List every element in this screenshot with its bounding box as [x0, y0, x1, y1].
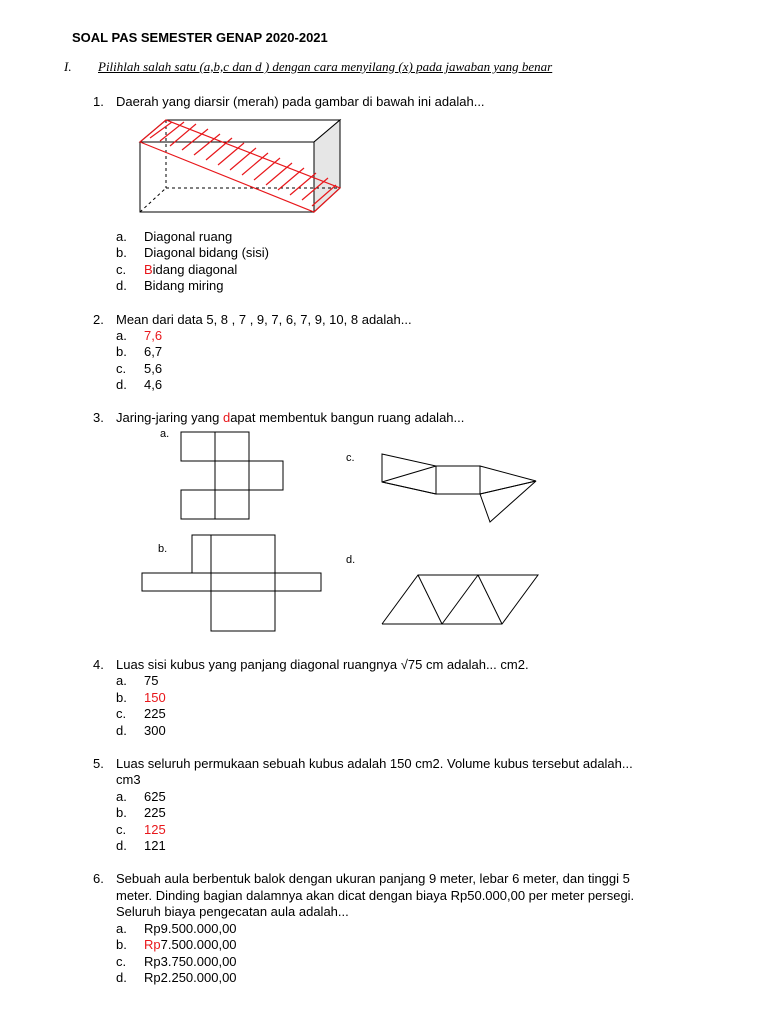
net-d-label[interactable]: d.	[346, 554, 356, 566]
option-letter: a.	[116, 921, 127, 936]
q5-option-d[interactable]	[116, 838, 166, 853]
option-text: Diagonal bidang (sisi)	[144, 245, 270, 260]
option-letter: b.	[116, 245, 127, 260]
option-text: 121	[144, 838, 166, 853]
q4-option-a[interactable]	[116, 673, 158, 688]
question-text: Luas seluruh permukaan sebuah kubus adalah 150 cm2. Volume kubus tersebut adalah...	[116, 756, 633, 771]
question-text: Luas sisi kubus yang panjang diagonal ruangnya √75 cm adalah... cm2.	[116, 657, 529, 672]
section-numeral: I.	[64, 59, 72, 74]
option-text: 6,7	[144, 344, 163, 359]
option-letter: c.	[116, 361, 127, 376]
question-text: Jaring-jaring yang	[116, 410, 223, 425]
option-text: Rp2.250.000,00	[144, 970, 237, 985]
q4-option-b[interactable]	[116, 690, 166, 705]
net-a-label[interactable]: a.	[160, 428, 170, 440]
q5-option-c[interactable]	[116, 822, 166, 837]
q6-option-a[interactable]	[116, 921, 237, 936]
question-text-rest: apat membentuk bangun ruang adalah...	[230, 410, 465, 425]
question-text: Sebuah aula berbentuk balok dengan ukuran panjang 9 meter, lebar 6 meter, dan tinggi 5	[116, 871, 630, 886]
q1-option-b[interactable]	[116, 245, 269, 260]
option-letter: d.	[116, 970, 127, 985]
option-letter: b.	[116, 690, 127, 705]
option-letter: d.	[116, 723, 127, 738]
option-text: idang diagonal	[152, 262, 238, 277]
q4-option-d[interactable]	[116, 723, 166, 738]
question-3	[93, 410, 464, 425]
net-c-label[interactable]: c.	[346, 452, 355, 464]
option-letter: d.	[116, 838, 127, 853]
option-text: Diagonal ruang	[144, 229, 233, 244]
q2-option-b[interactable]	[116, 344, 162, 359]
option-text: 75	[144, 673, 159, 688]
option-letter: a.	[116, 789, 127, 804]
option-text: 300	[144, 723, 166, 738]
question-5-cont: cm3	[116, 772, 141, 787]
option-letter: b.	[116, 805, 127, 820]
question-2	[93, 312, 412, 327]
q2-option-d[interactable]	[116, 377, 162, 392]
q4-option-c[interactable]	[116, 706, 166, 721]
option-letter: b.	[116, 937, 127, 952]
option-text: Bidang miring	[144, 278, 224, 293]
option-answer-mark: Rp	[144, 937, 161, 952]
question-6	[93, 871, 630, 886]
question-number: 6.	[93, 871, 104, 886]
option-letter: c.	[116, 706, 127, 721]
question-4	[93, 657, 529, 672]
net-d	[382, 575, 538, 624]
question-6-line3: Seluruh biaya pengecatan aula adalah...	[116, 904, 349, 919]
option-text: Rp3.750.000,00	[144, 954, 237, 969]
q1-option-d[interactable]	[116, 278, 224, 293]
option-letter: a.	[116, 229, 127, 244]
page-title: SOAL PAS SEMESTER GENAP 2020-2021	[72, 30, 328, 45]
net-a	[181, 432, 283, 519]
q1-option-c[interactable]	[116, 262, 237, 277]
option-letter: c.	[116, 822, 127, 837]
option-text: 225	[144, 706, 166, 721]
q1-option-a[interactable]	[116, 229, 232, 244]
net-c	[382, 454, 536, 522]
option-answer-mark: 7,6	[144, 328, 163, 343]
question-number: 1.	[93, 94, 104, 109]
q2-option-a[interactable]	[116, 328, 162, 343]
q6-option-c[interactable]	[116, 954, 237, 969]
option-text: 625	[144, 789, 166, 804]
question-number: 2.	[93, 312, 104, 327]
option-text: 7.500.000,00	[160, 937, 237, 952]
question-number: 5.	[93, 756, 104, 771]
instruction-text: Pilihlah salah satu (a,b,c dan d ) dengan cara menyilang (x) pada jawaban yang benar	[98, 59, 553, 74]
option-letter: a.	[116, 673, 127, 688]
net-b-label[interactable]: b.	[158, 543, 168, 555]
net-b	[142, 535, 321, 631]
option-answer-mark: 150	[144, 690, 166, 705]
q5-option-b[interactable]	[116, 805, 166, 820]
option-answer-mark: B	[144, 262, 153, 277]
q6-option-d[interactable]	[116, 970, 237, 985]
option-letter: c.	[116, 954, 127, 969]
question-text: Daerah yang diarsir (merah) pada gambar di bawah ini adalah...	[116, 94, 485, 109]
option-text: 5,6	[144, 361, 163, 376]
option-letter: c.	[116, 262, 127, 277]
option-letter: b.	[116, 344, 127, 359]
option-letter: d.	[116, 377, 127, 392]
question-number: 4.	[93, 657, 104, 672]
option-text: 225	[144, 805, 166, 820]
option-letter: a.	[116, 328, 127, 343]
question-6-line2: meter. Dinding bagian dalamnya akan dicat dengan biaya Rp50.000,00 per meter persegi.	[116, 888, 635, 903]
q2-option-c[interactable]	[116, 361, 162, 376]
question-text-red: d	[222, 410, 231, 425]
question-text: Mean dari data 5, 8 , 7 , 9, 7, 6, 7, 9, 10, 8 adalah...	[116, 312, 412, 327]
q5-option-a[interactable]	[116, 789, 166, 804]
question-number: 3.	[93, 410, 104, 425]
q6-option-b[interactable]	[116, 937, 237, 952]
question-5	[93, 756, 633, 771]
option-text: Rp9.500.000,00	[144, 921, 237, 936]
option-answer-mark: 125	[144, 822, 166, 837]
option-text: 4,6	[144, 377, 163, 392]
option-letter: d.	[116, 278, 127, 293]
